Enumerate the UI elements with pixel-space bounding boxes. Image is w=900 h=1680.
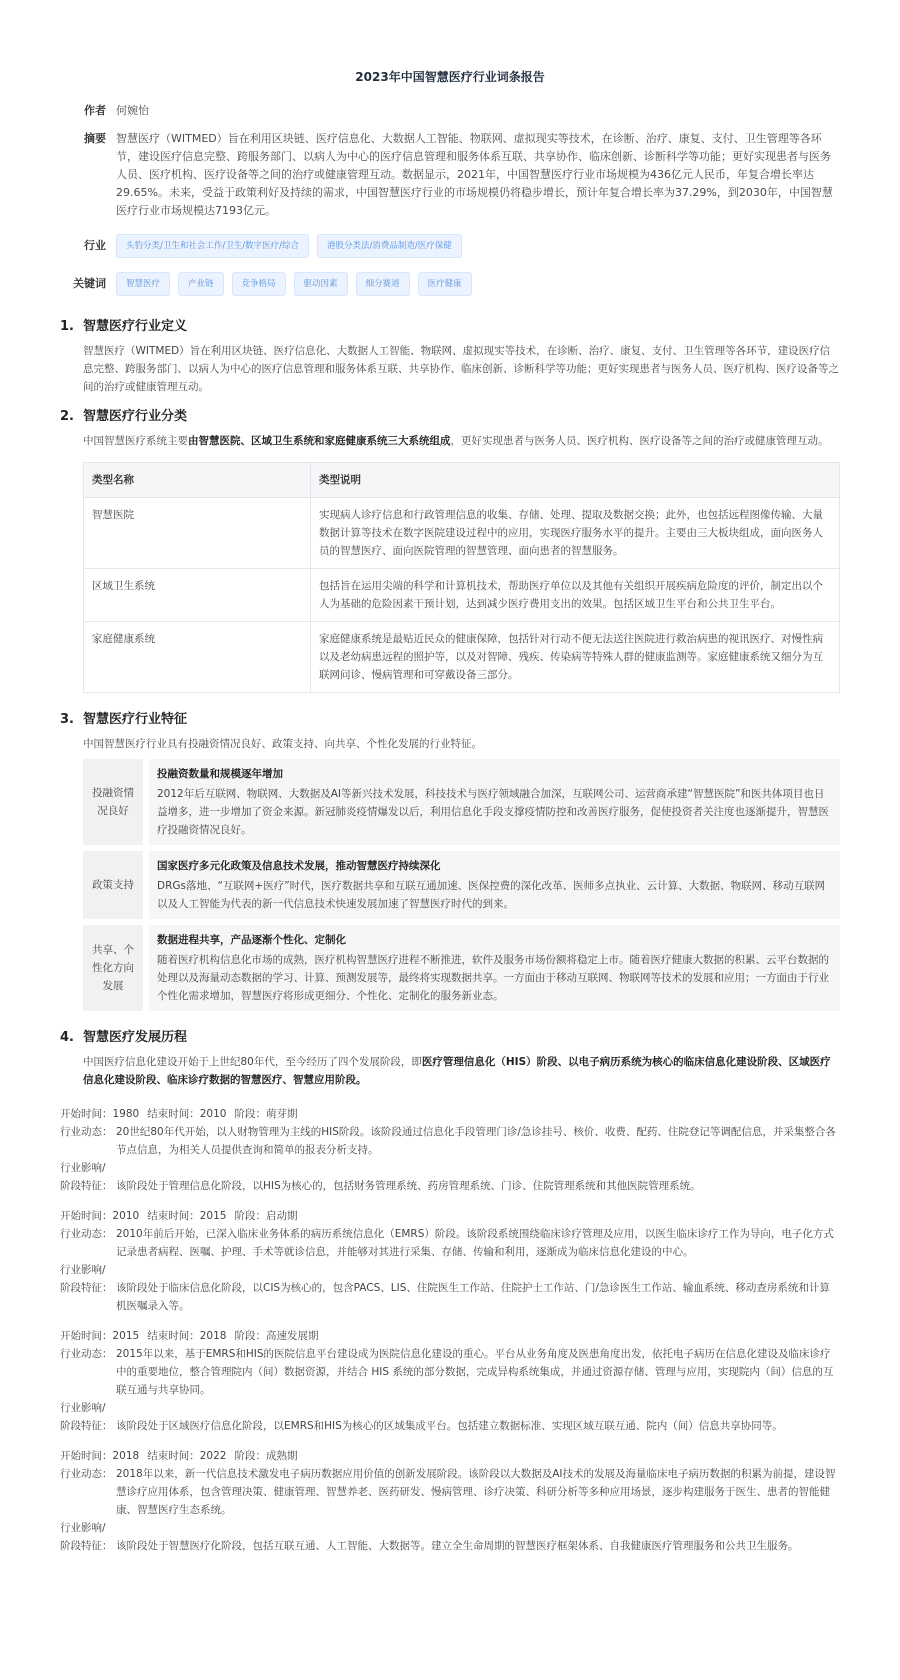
industry-tag[interactable]: 头豹分类/卫生和社会工作/卫生/数字医疗/综合 (116, 234, 309, 258)
type-desc: 实现病人诊疗信息和行政管理信息的收集、存储、处理、提取及数据交换；此外，也包括远程图像传输、大量数据计算等技术在数字医院建设过程中的应用，实现医疗服务水平的提升。主要由三大板块组成，面向医务人员的智慧医疗、面向医院管理的智慧管理、面向患者的智慧服务。 (311, 498, 840, 569)
type-desc: 家庭健康系统是最贴近民众的健康保障，包括针对行动不便无法送往医院进行救治病患的视讯医疗、对慢性病以及老幼病患远程的照护等，以及对智障、残疾、传染病等特殊人群的健康监测等。家庭健康系统又细分为互联网问诊、慢病管理和可穿戴设备三部分。 (311, 622, 840, 693)
start-label: 开始时间： (60, 1108, 113, 1120)
type-name: 家庭健康系统 (84, 622, 311, 693)
column-header: 类型名称 (84, 463, 311, 498)
report-title: 2023年中国智慧医疗行业词条报告 (355, 70, 545, 84)
feature-content (149, 851, 840, 919)
keyword-tags (116, 272, 840, 296)
feature-title: 数据进程共享，产品逐渐个性化、定制化 (157, 934, 346, 946)
stage-value: 成熟期 (265, 1450, 298, 1462)
start-value: 1980 (112, 1108, 140, 1120)
keyword-tag[interactable]: 细分赛道 (356, 272, 410, 296)
start-label: 开始时间： (60, 1450, 113, 1462)
section-paragraph: 智慧医疗（WITMED）旨在利用区块链、医疗信息化、大数据人工智能、物联网、虚拟现实等技术，在诊断、治疗、康复、支付、卫生管理等各环节，建设医疗信息完整、跨服务部门、以病人为中心的医疗信息管理和服务体系互联、共享协作、临床创新、诊断科学等功能；更好实现患者与医务人员、医疗机构、医疗设备等之间的治疗或健康管理互动。 (83, 345, 839, 393)
section-paragraph (60, 1053, 840, 1089)
section-heading (60, 408, 840, 426)
end-value: 2010 (199, 1108, 227, 1120)
impact-label: 阶段特征： (60, 1282, 113, 1294)
dynamic-label: 行业动态： (60, 1126, 113, 1138)
section-heading (60, 1029, 840, 1047)
intro-text: 中国智慧医疗系统主要 (83, 435, 188, 447)
column-header: 类型说明 (311, 463, 840, 498)
table-row (84, 569, 840, 622)
section-paragraph (60, 432, 840, 693)
author-label: 作者 (84, 104, 106, 117)
intro-text: 中国医疗信息化建设开始于上世纪80年代，至今经历了四个发展阶段，即 (83, 1056, 422, 1068)
dynamic-label: 行业动态： (60, 1228, 113, 1240)
impact-line (60, 1417, 840, 1435)
section-classification (60, 408, 840, 693)
author-value: 何婉怡 (116, 104, 149, 117)
start-label: 开始时间： (60, 1210, 113, 1222)
industry-label: 行业 (84, 239, 106, 252)
dynamic-label: 行业动态： (60, 1348, 113, 1360)
start-value: 2015 (112, 1330, 140, 1342)
impact-text: 该阶段处于临床信息化阶段，以CIS为核心的，包含PACS、LIS、住院医生工作站、住院护士工作站、门/急诊医生工作站、输血系统、移动查房系统和计算机医嘱录入等。 (116, 1282, 830, 1312)
impact-text: 该阶段处于管理信息化阶段，以HIS为核心的，包括财务管理系统、药房管理系统、门诊、住院管理系统和其他医院管理系统。 (116, 1180, 701, 1192)
end-label: 结束时间： (147, 1210, 200, 1222)
stage-entry (60, 1447, 840, 1555)
section-number: 3. (60, 712, 74, 727)
stage-header (60, 1207, 840, 1225)
intro-text: ，更好实现患者与医务人员、医疗机构、医疗设备等之间的治疗或健康管理互动。 (450, 435, 829, 447)
feature-block (83, 759, 840, 845)
stage-label: 阶段： (234, 1210, 266, 1222)
section-title: 智慧医疗行业特征 (83, 712, 188, 727)
abstract-row (60, 130, 840, 220)
impact-text: 该阶段处于区域医疗信息化阶段，以EMRS和HIS为核心的区域集成平台。包括建立数据标准、实现区域互联互通、院内（间）信息共享协同等。 (116, 1420, 783, 1432)
dynamic-line (60, 1345, 840, 1399)
stage-label: 阶段： (234, 1108, 266, 1120)
end-label: 结束时间： (147, 1108, 200, 1120)
table-row (84, 622, 840, 693)
stage-value: 高速发展期 (265, 1330, 319, 1342)
section-paragraph (60, 735, 840, 1011)
industry-row (60, 234, 840, 258)
section-number: 2. (60, 409, 74, 424)
impact-line (60, 1177, 840, 1195)
author-row (60, 102, 840, 120)
feature-label: 政策支持 (83, 851, 143, 919)
feature-block (83, 851, 840, 919)
keyword-tag[interactable]: 医疗健康 (418, 272, 472, 296)
impact-label: 行业影响/ (60, 1264, 106, 1276)
impact-text: 该阶段处于智慧医疗化阶段，包括互联互通、人工智能、大数据等。建立全生命周期的智慧医疗框架体系、自我健康医疗管理服务和公共卫生服务。 (116, 1540, 799, 1552)
keyword-tag[interactable]: 智慧医疗 (116, 272, 170, 296)
keyword-tag[interactable]: 竞争格局 (232, 272, 286, 296)
impact-label: 行业影响/ (60, 1162, 106, 1174)
section-title: 智慧医疗行业定义 (83, 319, 188, 334)
stage-value: 启动期 (265, 1210, 298, 1222)
feature-title: 国家医疗多元化政策及信息技术发展，推动智慧医疗持续深化 (157, 860, 441, 872)
feature-block (83, 925, 840, 1011)
keyword-tag[interactable]: 产业链 (178, 272, 224, 296)
dynamic-text: 20世纪80年代开始，以人财物管理为主线的HIS阶段。该阶段通过信息化手段管理门诊/急诊挂号、核价、收费、配药、住院登记等调配信息，并采集整合各节点信息，为相关人员提供查询和简单的报表分析支持。 (116, 1126, 836, 1156)
feature-title: 投融资数量和规模逐年增加 (157, 768, 283, 780)
stage-entry (60, 1327, 840, 1435)
industry-tag[interactable]: 港股分类法/消费品制造/医疗保健 (317, 234, 462, 258)
stage-header (60, 1105, 840, 1123)
impact-line (60, 1279, 840, 1315)
feature-label: 共享、个性化方向发展 (83, 925, 143, 1011)
stage-value: 萌芽期 (265, 1108, 298, 1120)
section-title: 智慧医疗发展历程 (83, 1030, 188, 1045)
classification-table (83, 462, 840, 693)
section-definition (60, 318, 840, 396)
stage-label: 阶段： (234, 1330, 266, 1342)
end-label: 结束时间： (147, 1330, 200, 1342)
start-value: 2010 (112, 1210, 140, 1222)
section-title: 智慧医疗行业分类 (83, 409, 188, 424)
dynamic-text: 2018年以来，新一代信息技术激发电子病历数据应用价值的创新发展阶段。该阶段以大数据及AI技术的发展及海量临床电子病历数据的积累为前提，建设智慧诊疗应用体系，包含管理决策、健康管理、智慧养老、医药研发、慢病管理、诊疗决策、科研分析等多种应用场景，逐步构建服务于医生、患者的智能健康、智慧医疗生态系统。 (116, 1468, 836, 1516)
section-heading (60, 318, 840, 336)
feature-content (149, 759, 840, 845)
industry-tags (116, 234, 840, 258)
intro-text: 中国智慧医疗行业具有投融资情况良好、政策支持、向共享、个性化发展的行业特征。 (83, 738, 482, 750)
impact-label: 阶段特征： (60, 1420, 113, 1432)
stage-label: 阶段： (234, 1450, 266, 1462)
stage-header (60, 1447, 840, 1465)
intro-paragraph (83, 1053, 840, 1089)
start-label: 开始时间： (60, 1330, 113, 1342)
keywords-row (60, 272, 840, 296)
end-value: 2018 (199, 1330, 227, 1342)
stage-entry (60, 1105, 840, 1195)
section-number: 1. (60, 319, 74, 334)
section-history (60, 1029, 840, 1555)
dynamic-text: 2015年以来，基于EMRS和HIS的医院信息平台建设成为医院信息化建设的重心。平台从业务角度及医患角度出发，依托电子病历在信息化建设及临床诊疗中的重要地位，整合管理院内（间）数据资源，并结合 HIS 系统的部分数据，完成异构系统集成，并通过资源存储、管理与应用，实现院内（间）信息的互联互通与共享协同。 (116, 1348, 834, 1396)
feature-text: DRGs落地、“互联网+医疗”时代，医疗数据共享和互联互通加速、医保控费的深化改革、医师多点执业、云计算、大数据、物联网、移动互联网以及人工智能为代表的新一代信息技术快速发展加速了智慧医疗时代的到来。 (157, 880, 826, 910)
dynamic-line (60, 1465, 840, 1519)
feature-text: 2012年后互联网、物联网、大数据及AI等新兴技术发展，科技技术与医疗领域融合加深，互联网公司、运营商承建“智慧医院”和医共体项目也日益增多，进一步增加了资金来源。新冠肺炎疫情爆发以后，利用信息化手段支撑疫情防控和改善医疗服务，促使投资者关注度也逐渐提升，智慧医疗投融资情况良好。 (157, 788, 829, 836)
impact-label: 阶段特征： (60, 1540, 113, 1552)
type-name: 智慧医院 (84, 498, 311, 569)
stage-header (60, 1327, 840, 1345)
abstract-label: 摘要 (84, 132, 106, 145)
table-header-row (84, 463, 840, 498)
impact-line (60, 1537, 840, 1555)
intro-bold: 由智慧医院、区域卫生系统和家庭健康系统三大系统组成 (188, 435, 451, 447)
end-value: 2022 (199, 1450, 227, 1462)
intro-bold: 医疗管理信息化（HIS）阶段、以电子病历系统为核心的临床信息化建设阶段、区域医疗信息化建设阶段、临床诊疗数据的智慧医疗、智慧应用阶段。 (83, 1056, 831, 1086)
abstract-text: 智慧医疗（WITMED）旨在利用区块链、医疗信息化、大数据人工智能、物联网、虚拟现实等技术，在诊断、治疗、康复、支付、卫生管理等各环节，建设医疗信息完整、跨服务部门、以病人为中心的医疗信息管理和服务体系互联、共享协作、临床创新、诊断科学等功能；更好实现患者与医务人员、医疗机构、医疗设备等之间的治疗或健康管理互动。数据显示，2021年，中国智慧医疗行业市场规模为436亿元人民币，年复合增长率达29.65%。未来，受益于政策利好及持续的需求，中国智慧医疗行业的市场规模仍将稳步增长，预计年复合增长率为37.29%，到2030年，中国智慧医疗行业市场规模达7193亿元。 (116, 132, 833, 217)
section-heading (60, 711, 840, 729)
end-label: 结束时间： (147, 1450, 200, 1462)
end-value: 2015 (199, 1210, 227, 1222)
type-name: 区域卫生系统 (84, 569, 311, 622)
feature-content (149, 925, 840, 1011)
section-characteristics (60, 711, 840, 1011)
keyword-tag[interactable]: 驱动因素 (294, 272, 348, 296)
type-desc: 包括旨在运用尖端的科学和计算机技术，帮助医疗单位以及其他有关组织开展疾病危险度的评价，制定出以个人为基础的危险因素干预计划，达到减少医疗费用支出的效果。包括区域卫生平台和公共卫生平台。 (311, 569, 840, 622)
keywords-label: 关键词 (73, 277, 106, 290)
impact-label: 阶段特征： (60, 1180, 113, 1192)
section-number: 4. (60, 1030, 74, 1045)
stages-list (37, 1105, 840, 1555)
dynamic-text: 2010年前后开始，已深入临床业务体系的病历系统信息化（EMRS）阶段。该阶段系统围绕临床诊疗管理及应用，以医生临床诊疗工作为导向，电子化方式记录患者病程、医嘱、护理、手术等就诊信息，并能够对其进行采集、存储、传输和利用，逐渐成为临床信息化建设的中心。 (116, 1228, 834, 1258)
dynamic-line (60, 1123, 840, 1159)
feature-text: 随着医疗机构信息化市场的成熟，医疗机构智慧医疗进程不断推进，软件及服务市场份额将稳定上市。随着医疗健康大数据的积累、云平台数据的处理以及海量动态数据的学习、计算、预测发展等，最终将实现数据共享。一方面由于移动互联网、物联网等技术的发展和应用；一方面由于行业个性化需求增加，智慧医疗将形成更细分、个性化、定制化的服务新业态。 (157, 954, 829, 1002)
impact-label: 行业影响/ (60, 1402, 106, 1414)
start-value: 2018 (112, 1450, 140, 1462)
stage-entry (60, 1207, 840, 1315)
dynamic-label: 行业动态： (60, 1468, 113, 1480)
table-row (84, 498, 840, 569)
impact-label: 行业影响/ (60, 1522, 106, 1534)
dynamic-line (60, 1225, 840, 1261)
feature-label: 投融资情况良好 (83, 759, 143, 845)
